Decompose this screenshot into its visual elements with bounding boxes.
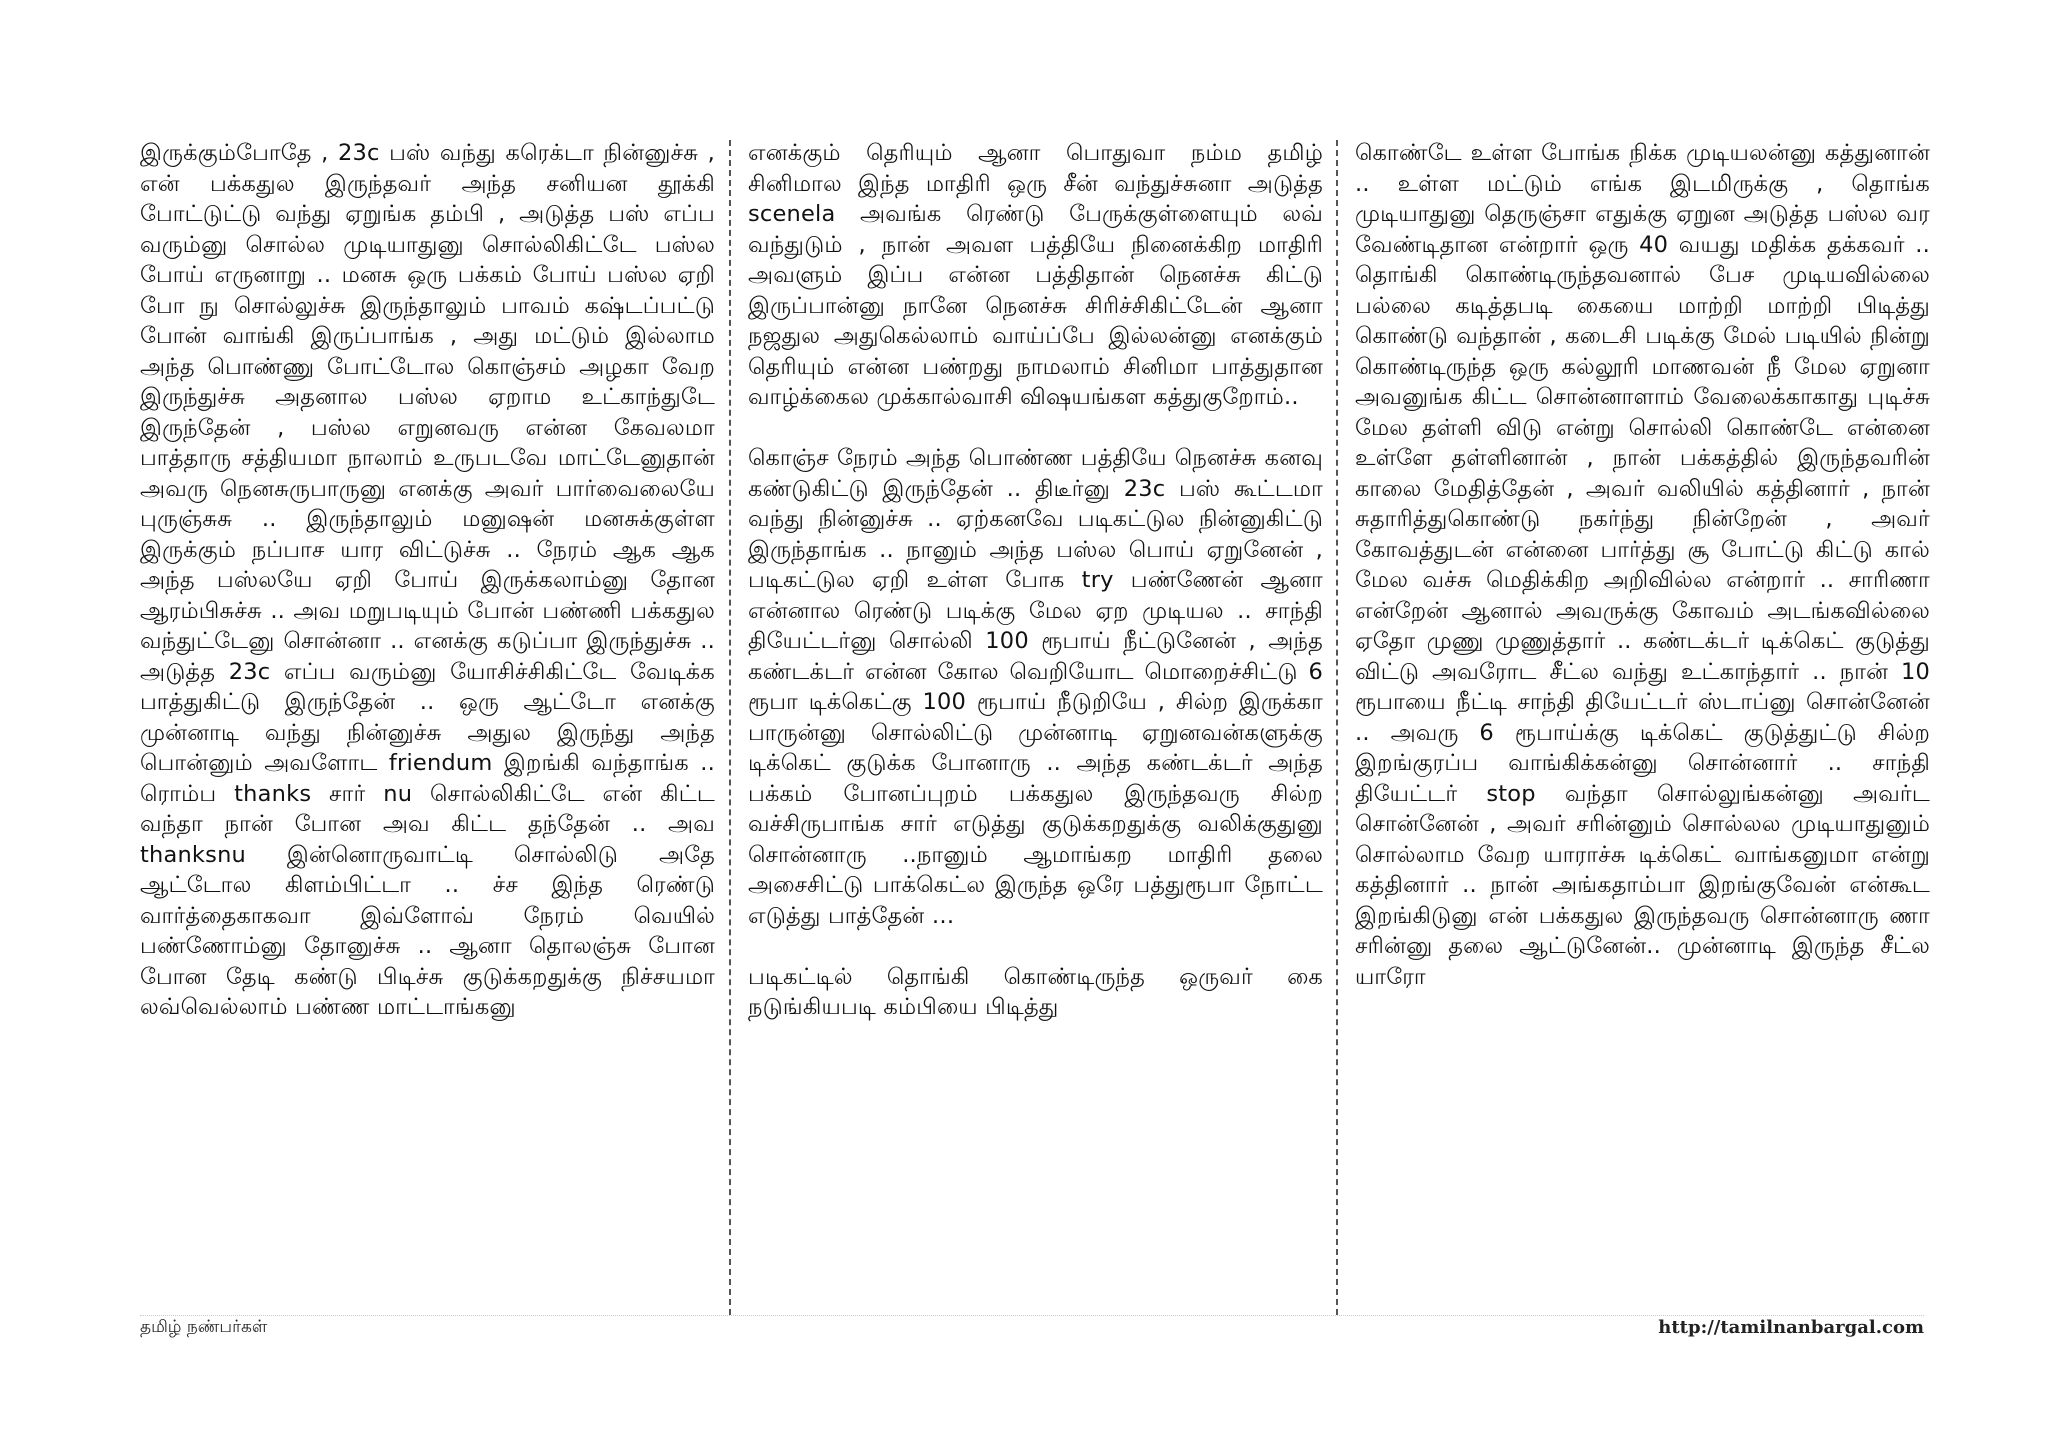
column-divider <box>1336 140 1338 1315</box>
column-divider <box>729 140 731 1315</box>
paragraph: கொஞ்ச நேரம் அந்த பொண்ண பத்தியே நெனச்சு கனவு கண்டுகிட்டு இருந்தேன் .. திடீர்னு 23c பஸ் கூட்டமா வந்து நின்னுச்சு .. ஏற்கனவே படிகட்டுல நின்னுகிட்டு இருந்தாங்க .. நானும் அந்த பஸ்ல பொய் ஏறுனேன் , படிகட்டுல ஏறி உள்ள போக try பண்ணேன் ஆனா என்னால ரெண்டு படிக்கு மேல ஏற முடியல .. சாந்தி தியேட்டர்னு சொல்லி 100 ரூபாய் நீட்டுனேன் , அந்த கண்டக்டர் என்ன கோல வெறியோட மொறைச்சிட்டு 6 ரூபா டிக்கெட்கு 100 ரூபாய் நீடுறியே , சில்ற இருக்கா பாருன்னு சொல்லிட்டு முன்னாடி ஏறுனவன்களுக்கு டிக்கெட் குடுக்க போனாரு .. அந்த கண்டக்டர் அந்த பக்கம் போனப்புறம் பக்கதுல இருந்தவரு சில்ற வச்சிருபாங்க சார் எடுத்து குடுக்கறதுக்கு வலிக்குதுனு சொன்னாரு ..நானும் ஆமாங்கற மாதிரி தலை அசைசிட்டு பாக்கெட்ல இருந்த ஒரே பத்துரூபா நோட்ட எடுத்து பாத்தேன் … <box>748 445 1323 929</box>
paragraph: கொண்டே உள்ள போங்க நிக்க முடியலன்னு கத்துனான் .. உள்ள மட்டும் எங்க இடமிருக்கு , தொங்க முடியாதுனு தெருஞ்சா எதுக்கு ஏறுன அடுத்த பஸ்ல வர வேண்டிதான என்றார் ஒரு 40 வயது மதிக்க தக்கவர் .. தொங்கி கொண்டிருந்தவனால் பேச முடியவில்லை பல்லை கடித்தபடி கையை மாற்றி மாற்றி பிடித்து கொண்டு வந்தான் , கடைசி படிக்கு மேல் படியில் நின்று கொண்டிருந்த ஒரு கல்லூரி மாணவன் நீ மேல ஏறுனா அவனுங்க கிட்ட சொன்னாளாம் வேலைக்காகாது புடிச்சு மேல தள்ளி விடு என்று சொல்லி கொண்டே என்னை உள்ளே தள்ளினான் , நான் பக்கத்தில் இருந்தவரின் காலை மேதித்தேன் , அவர் வலியில் கத்தினார் , நான் சுதாரித்துகொண்டு நகர்ந்து நின்றேன் , அவர் கோவத்துடன் என்னை பார்த்து சூ போட்டு கிட்டு கால் மேல வச்சு மெதிக்கிற அறிவில்ல என்றார் .. சாரிணா என்றேன் ஆனால் அவருக்கு கோவம் அடங்கவில்லை ஏதோ முணு முணுத்தார் .. கண்டக்டர் டிக்கெட் குடுத்து விட்டு அவரோட சீட்ல வந்து உட்காந்தார் .. நான் 10 ரூபாயை நீட்டி சாந்தி தியேட்டர் ஸ்டாப்னு சொன்னேன் .. அவரு 6 ரூபாய்க்கு டிக்கெட் குடுத்துட்டு சில்ற இறங்குரப்ப வாங்கிக்கன்னு சொன்னார் .. சாந்தி தியேட்டர் stop வந்தா சொல்லுங்கன்னு அவர்ட சொன்னேன் , அவர் சரின்னும் சொல்லல முடியாதுனும் சொல்லாம வேற யாராச்சு டிக்கெட் வாங்கனுமா என்று கத்தினார் .. நான் அங்கதாம்பா இறங்குவேன் என்கூட இறங்கிடுனு என் பக்கதுல இருந்தவரு சொன்னாரு ணா சரின்னு தலை ஆட்டுனேன்.. முன்னாடி இருந்த சீட்ல யாரோ <box>1355 140 1930 990</box>
text-column-3 <box>1355 138 1930 1315</box>
text-column-2 <box>748 138 1323 1315</box>
paragraph: இருக்கும்போதே , 23c பஸ் வந்து கரெக்டா நின்னுச்சு , என் பக்கதுல இருந்தவர் அந்த சனியன தூக்கி போட்டுட்டு வந்து ஏறுங்க தம்பி , அடுத்த பஸ் எப்ப வரும்னு சொல்ல முடியாதுனு சொல்லிகிட்டே பஸ்ல போய் எருனாறு .. மனசு ஒரு பக்கம் போய் பஸ்ல ஏறி போ நு சொல்லுச்சு இருந்தாலும் பாவம் கஷ்டப்பட்டு போன் வாங்கி இருப்பாங்க , அது மட்டும் இல்லாம அந்த பொண்ணு போட்டோல கொஞ்சம் அழகா வேற இருந்துச்சு அதனால பஸ்ல ஏறாம உட்காந்துடே இருந்தேன் , பஸ்ல எறுனவரு என்ன கேவலமா பாத்தாரு சத்தியமா நாலாம் உருபடவே மாட்டேனுதான் அவரு நெனசுருபாருனு எனக்கு அவர் பார்வைலையே புருஞ்சுசு .. இருந்தாலும் மனுஷன் மனசுக்குள்ள இருக்கும் நப்பாச யார விட்டுச்சு .. நேரம் ஆக ஆக அந்த பஸ்லயே ஏறி போய் இருக்கலாம்னு தோன ஆரம்பிசுச்சு .. அவ மறுபடியும் போன் பண்ணி பக்கதுல வந்துட்டேனு சொன்னா .. எனக்கு கடுப்பா இருந்துச்சு .. அடுத்த 23c எப்ப வரும்னு யோசிச்சிகிட்டே வேடிக்க பாத்துகிட்டு இருந்தேன் .. ஒரு ஆட்டோ எனக்கு முன்னாடி வந்து நின்னுச்சு அதுல இருந்து அந்த பொன்னும் அவளோட friendum இறங்கி வந்தாங்க .. ரொம்ப thanks சார் nu சொல்லிகிட்டே என் கிட்ட வந்தா நான் போன அவ கிட்ட தந்தேன் .. அவ thanksnu இன்னொருவாட்டி சொல்லிடு அதே ஆட்டோல கிளம்பிட்டா .. ச்ச இந்த ரெண்டு வார்த்தைகாகவா இவ்ளோவ் நேரம் வெயில் பண்ணோம்னு தோனுச்சு .. ஆனா தொலஞ்சு போன போன தேடி கண்டு பிடிச்சு குடுக்கறதுக்கு நிச்சயமா லவ்வெல்லாம் பண்ண மாட்டாங்கனு <box>140 140 715 1020</box>
footer-url: http://tamilnanbargal.com <box>1658 1317 1924 1338</box>
text-column-1 <box>140 138 715 1315</box>
paragraph: படிகட்டில் தொங்கி கொண்டிருந்த ஒருவர் கை நடுங்கியபடி கம்பியை பிடித்து <box>748 963 1323 1020</box>
footer-rule <box>140 1315 1924 1316</box>
paragraph: எனக்கும் தெரியும் ஆனா பொதுவா நம்ம தமிழ் சினிமால இந்த மாதிரி ஒரு சீன் வந்துச்சுனா அடுத்த scenela அவங்க ரெண்டு பேருக்குள்ளையும் லவ் வந்துடும் , நான் அவள பத்தியே நினைக்கிற மாதிரி அவளும் இப்ப என்ன பத்திதான் நெனச்சு கிட்டு இருப்பான்னு நானே நெனச்சு சிரிச்சிகிட்டேன் ஆனா நஜதுல அதுகெல்லாம் வாய்ப்பே இல்லன்னு எனக்கும் தெரியும் என்ன பண்றது நாமலாம் சினிமா பாத்துதான வாழ்க்கைல முக்கால்வாசி விஷயங்கள கத்துகுறோம்.. <box>748 140 1323 410</box>
footer-site-name: தமிழ் நண்பர்கள் <box>140 1317 268 1337</box>
